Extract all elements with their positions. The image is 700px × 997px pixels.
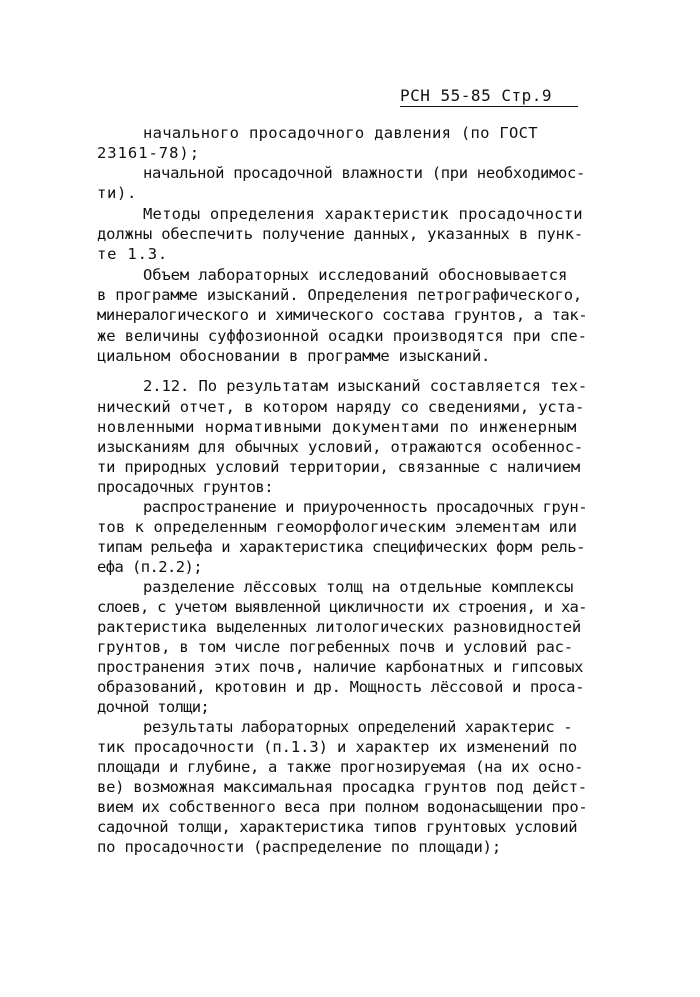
text-line: циальном обосновании в программе изысканий. <box>97 347 491 365</box>
page-header: РСН 55-85 Стр.9 <box>400 86 578 107</box>
text-line: в программе изысканий. Определения петрографического, <box>97 286 583 304</box>
text-line: 2.12. По результатам изысканий составляется тех- <box>143 377 588 395</box>
text-line: результаты лабораторных определений характерис - <box>143 718 573 736</box>
text-line: тик просадочности (п.1.3) и характер их изменений по <box>97 738 578 756</box>
text-line: Объем лабораторных исследований обосновывается <box>143 266 568 284</box>
text-line: просадочных грунтов: <box>97 478 274 496</box>
text-line: 23161-78); <box>97 144 201 162</box>
text-line: начальной просадочной влажности (при необходимос- <box>143 164 586 182</box>
text-line: новленными нормативными документами по инженерным <box>97 418 577 436</box>
text-line: ве) возможная максимальная просадка грунтов под дейст- <box>97 778 587 796</box>
text-line: ефа (п.2.2); <box>97 558 203 576</box>
text-line: образований, кротовин и др. Мощность лёссовой и проса- <box>97 678 585 696</box>
text-line: рактеристика выделенных литологических разновидностей <box>97 618 581 636</box>
text-line: же величины суффозионной осадки производятся при спе- <box>97 327 587 345</box>
text-line: слоев, с учетом выявленной цикличности их строения, и ха- <box>97 598 587 616</box>
text-line: должны обеспечить получение данных, указанных в пунк- <box>97 225 584 243</box>
text-line: минералогического и химического состава грунтов, а так- <box>97 306 588 324</box>
text-line: ти). <box>97 184 138 202</box>
text-line: грунтов, в том числе погребенных почв и условий рас- <box>97 638 573 656</box>
text-line: те 1.3. <box>97 245 168 263</box>
text-line: нический отчет, в котором наряду со сведениями, уста- <box>97 398 585 416</box>
text-line: распространение и приуроченность просадочных грун- <box>143 498 588 516</box>
text-line: изысканиям для обычных условий, отражаются особеннос- <box>97 438 584 456</box>
text-line: площади и глубине, а также прогнозируемая (на их осно- <box>97 758 584 776</box>
text-line: пространения этих почв, наличие карбонатных и гипсовых <box>97 658 584 676</box>
text-line: тов к определенным геоморфологическим элементам или <box>97 518 578 536</box>
text-line: вием их собственного веса при полном водонасыщении про- <box>97 798 588 816</box>
text-line: начального просадочного давления (по ГОСТ <box>143 124 538 142</box>
text-line: дочной толщи; <box>97 698 209 716</box>
text-line: типам рельефа и характеристика специфических форм рель- <box>97 538 585 556</box>
text-line: садочной толщи, характеристика типов грунтовых условий <box>97 818 578 836</box>
text-line: ти природных условий территории, связанные с наличием <box>97 458 580 476</box>
text-line: Методы определения характеристик просадочности <box>143 205 583 223</box>
text-line: по просадочности (распределение по площади); <box>97 838 501 856</box>
text-line: разделение лёссовых толщ на отдельные комплексы <box>143 578 574 596</box>
